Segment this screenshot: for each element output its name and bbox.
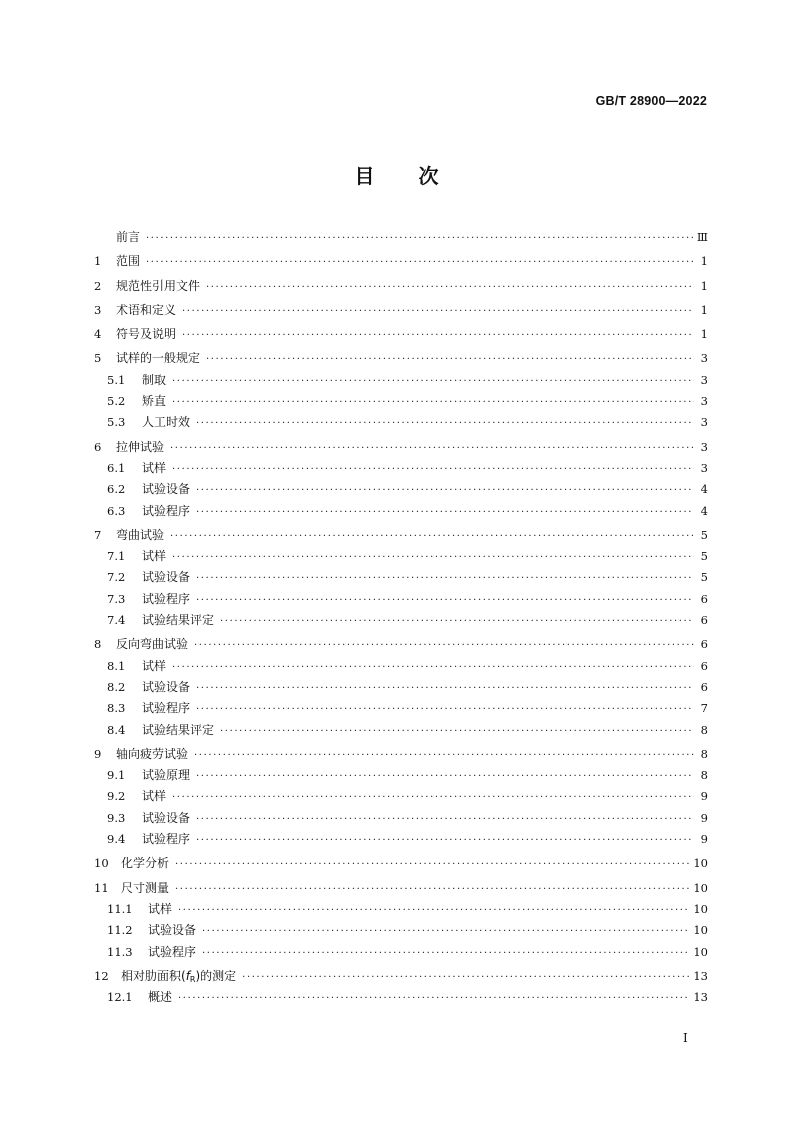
toc-leader-dots — [196, 590, 694, 611]
toc-entry-page: 10 — [693, 901, 708, 916]
toc-entry[interactable] — [94, 437, 708, 458]
toc-entry-title: 试验结果评定 — [142, 722, 215, 737]
toc-entry[interactable] — [94, 567, 708, 588]
toc-entry-page: 4 — [700, 503, 708, 518]
toc-entry[interactable] — [94, 878, 708, 899]
toc-entry-title: 试验程序 — [142, 832, 191, 847]
toc-entry-title: 尺寸测量 — [121, 880, 170, 895]
toc-entry[interactable] — [94, 276, 708, 297]
toc-entry-title: 轴向疲劳试验 — [116, 746, 189, 761]
toc-entry[interactable] — [94, 412, 708, 433]
toc-entry[interactable] — [94, 501, 708, 522]
toc-entry-page: 6 — [700, 637, 708, 652]
toc-entry-page: 8 — [700, 768, 708, 783]
toc-entry-title: 术语和定义 — [116, 302, 177, 317]
toc-entry[interactable] — [94, 391, 708, 412]
toc-entry-page: 3 — [700, 394, 708, 409]
toc-entry-page: 3 — [700, 460, 708, 475]
toc-entry-page: 3 — [700, 351, 708, 366]
toc-entry-page: 10 — [693, 856, 708, 871]
toc-entry-page: 5 — [700, 527, 708, 542]
toc-entry[interactable] — [94, 656, 708, 677]
toc-entry[interactable] — [94, 765, 708, 786]
toc-leader-dots — [182, 325, 694, 346]
toc-entry-number: 11.2 — [107, 923, 133, 938]
toc-leader-dots — [202, 943, 689, 964]
toc-entry-title: 前言 — [116, 230, 141, 244]
toc-entry-page: 13 — [693, 990, 708, 1005]
toc-leader-dots — [170, 526, 694, 547]
standard-number: GB/T 28900—2022 — [595, 94, 707, 108]
toc-entry-page: 8 — [700, 722, 708, 737]
toc-leader-dots — [220, 721, 694, 742]
toc-entry-page: 13 — [693, 968, 708, 983]
toc-leader-dots — [146, 228, 693, 249]
toc-entry-number: 2 — [94, 278, 102, 293]
toc-leader-dots — [220, 611, 694, 632]
table-of-contents — [94, 227, 708, 1008]
toc-leader-dots — [172, 371, 694, 392]
toc-entry-page: 10 — [693, 944, 708, 959]
toc-leader-dots — [175, 879, 689, 900]
toc-entry-title: 范围 — [116, 254, 141, 269]
toc-entry-number: 7.4 — [107, 613, 126, 628]
toc-leader-dots — [202, 921, 689, 942]
toc-entry-number: 6 — [94, 439, 102, 454]
toc-entry-number: 8 — [94, 637, 102, 652]
toc-leader-dots — [196, 480, 694, 501]
toc-entry-page: 6 — [700, 613, 708, 628]
toc-entry-number: 1 — [94, 254, 102, 269]
toc-entry[interactable] — [94, 786, 708, 807]
toc-entry-number: 5.3 — [107, 415, 126, 430]
toc-entry[interactable] — [94, 987, 708, 1008]
toc-entry-title: 试验设备 — [142, 482, 191, 497]
toc-entry[interactable] — [94, 808, 708, 829]
toc-leader-dots — [206, 277, 694, 298]
toc-entry-page: 1 — [700, 278, 708, 293]
toc-leader-dots — [172, 787, 694, 808]
toc-entry-number: 11.3 — [107, 944, 133, 959]
toc-entry-title: 人工时效 — [142, 415, 191, 430]
toc-entry-page: 10 — [693, 880, 708, 895]
toc-entry-title: 试验设备 — [142, 570, 191, 585]
toc-leader-dots — [242, 967, 689, 988]
toc-entry-title: 试验原理 — [142, 768, 191, 783]
toc-entry-title: 制取 — [142, 372, 167, 387]
toc-entry-number: 9.4 — [107, 832, 126, 847]
toc-entry-number: 12.1 — [107, 990, 133, 1005]
toc-entry-title: 概述 — [148, 990, 173, 1005]
toc-entry[interactable] — [94, 370, 708, 391]
toc-entry-title: 试验设备 — [142, 810, 191, 825]
toc-entry-page: 3 — [700, 439, 708, 454]
toc-leader-dots — [182, 301, 694, 322]
toc-leader-dots — [196, 502, 694, 523]
toc-entry-number: 7.2 — [107, 570, 126, 585]
toc-entry-title: 试验设备 — [142, 679, 191, 694]
toc-entry-page: 1 — [700, 254, 708, 269]
toc-entry[interactable] — [94, 720, 708, 741]
toc-entry-title: 拉伸试验 — [116, 439, 165, 454]
toc-entry-title-symbol: f — [185, 968, 190, 983]
toc-entry-page: Ⅲ — [696, 230, 708, 244]
toc-entry[interactable] — [94, 324, 708, 345]
toc-entry-title: 试验程序 — [148, 944, 197, 959]
toc-entry-page: 10 — [693, 923, 708, 938]
toc-leader-dots — [178, 988, 689, 1009]
toc-entry[interactable] — [94, 589, 708, 610]
toc-entry-page: 9 — [700, 810, 708, 825]
toc-entry-page: 9 — [700, 832, 708, 847]
toc-leader-dots — [194, 635, 694, 656]
toc-entry-number: 3 — [94, 302, 102, 317]
toc-entry-page: 1 — [700, 327, 708, 342]
toc-entry-number: 11 — [94, 880, 109, 895]
toc-entry-page: 6 — [700, 658, 708, 673]
toc-entry-number: 5.2 — [107, 394, 126, 409]
toc-entry-title: 试验程序 — [142, 701, 191, 716]
toc-leader-dots — [172, 392, 694, 413]
toc-entry[interactable] — [94, 920, 708, 941]
toc-entry[interactable] — [94, 348, 708, 369]
toc-entry-number: 4 — [94, 327, 102, 342]
toc-entry[interactable] — [94, 853, 708, 874]
toc-leader-dots — [172, 547, 694, 568]
toc-entry-number: 8.1 — [107, 658, 126, 673]
toc-leader-dots — [170, 438, 694, 459]
toc-entry-title-subscript: R — [189, 974, 196, 984]
toc-entry[interactable] — [94, 677, 708, 698]
toc-entry-number: 7.1 — [107, 549, 126, 564]
toc-entry-page: 5 — [700, 570, 708, 585]
toc-entry-number: 11.1 — [107, 901, 133, 916]
toc-entry-title: 试样 — [142, 460, 167, 475]
toc-leader-dots — [172, 459, 694, 480]
toc-leader-dots — [196, 678, 694, 699]
toc-leader-dots — [196, 699, 694, 720]
toc-entry[interactable] — [94, 942, 708, 963]
toc-entry-title: 试验程序 — [142, 503, 191, 518]
toc-leader-dots — [194, 745, 694, 766]
toc-entry-page: 5 — [700, 549, 708, 564]
toc-entry-number: 9.3 — [107, 810, 126, 825]
toc-entry-number: 8.3 — [107, 701, 126, 716]
toc-leader-dots — [206, 349, 694, 370]
toc-entry[interactable] — [94, 546, 708, 567]
toc-entry-title: 试样 — [142, 658, 167, 673]
toc-entry-number: 7 — [94, 527, 102, 542]
toc-entry-number: 8.4 — [107, 722, 126, 737]
toc-entry[interactable] — [94, 634, 708, 655]
toc-entry[interactable] — [94, 610, 708, 631]
toc-entry[interactable] — [94, 479, 708, 500]
toc-entry-number: 6.1 — [107, 460, 126, 475]
toc-entry-page: 9 — [700, 789, 708, 804]
toc-entry-title: 弯曲试验 — [116, 527, 165, 542]
toc-entry-title-part: 相对肋面积( — [121, 968, 186, 983]
toc-entry-title: 试样 — [142, 789, 167, 804]
toc-entry-page: 6 — [700, 679, 708, 694]
toc-entry-number: 5.1 — [107, 372, 126, 387]
toc-entry-title: 矫直 — [142, 394, 167, 409]
toc-leader-dots — [196, 830, 694, 851]
toc-entry-title: 反向弯曲试验 — [116, 637, 189, 652]
toc-leader-dots — [196, 766, 694, 787]
toc-entry-page: 6 — [700, 591, 708, 606]
toc-entry[interactable] — [94, 300, 708, 321]
toc-entry[interactable] — [94, 458, 708, 479]
toc-leader-dots — [196, 809, 694, 830]
toc-entry[interactable] — [94, 227, 708, 248]
toc-entry-title: 试验程序 — [142, 591, 191, 606]
toc-leader-dots — [146, 252, 694, 273]
toc-leader-dots — [196, 413, 694, 434]
toc-entry-title: 试样的一般规定 — [116, 351, 201, 366]
toc-entry-number: 9.1 — [107, 768, 126, 783]
toc-entry-number: 12 — [94, 968, 109, 983]
toc-entry[interactable] — [94, 525, 708, 546]
toc-leader-dots — [178, 900, 689, 921]
toc-entry-number: 9.2 — [107, 789, 126, 804]
toc-leader-dots — [196, 568, 694, 589]
toc-entry-number: 10 — [94, 856, 109, 871]
toc-entry-title: 规范性引用文件 — [116, 278, 201, 293]
toc-entry[interactable] — [94, 251, 708, 272]
toc-leader-dots — [175, 854, 689, 875]
toc-entry-page: 7 — [700, 701, 708, 716]
toc-entry-number: 5 — [94, 351, 102, 366]
toc-entry-page: 1 — [700, 302, 708, 317]
toc-entry[interactable] — [94, 966, 708, 987]
toc-entry-title: 试样 — [148, 901, 173, 916]
toc-entry-title-part: )的测定 — [195, 968, 237, 983]
toc-entry-number: 9 — [94, 746, 102, 761]
toc-entry[interactable] — [94, 899, 708, 920]
toc-entry[interactable] — [94, 698, 708, 719]
toc-entry-number: 6.3 — [107, 503, 126, 518]
toc-entry-page: 8 — [700, 746, 708, 761]
toc-entry[interactable] — [94, 744, 708, 765]
toc-entry-title: 化学分析 — [121, 856, 170, 871]
toc-entry-page: 3 — [700, 415, 708, 430]
page-title: 目次 — [354, 164, 483, 188]
toc-leader-dots — [172, 657, 694, 678]
toc-entry-number: 8.2 — [107, 679, 126, 694]
toc-entry-number: 6.2 — [107, 482, 126, 497]
toc-entry-page: 4 — [700, 482, 708, 497]
toc-entry[interactable] — [94, 829, 708, 850]
toc-entry-title: 试验结果评定 — [142, 613, 215, 628]
toc-entry-title: 试样 — [142, 549, 167, 564]
toc-entry-page: 3 — [700, 372, 708, 387]
toc-entry-title: 符号及说明 — [116, 327, 177, 342]
toc-entry-number: 7.3 — [107, 591, 126, 606]
toc-entry-title: 试验设备 — [148, 923, 197, 938]
page-number: I — [683, 1031, 688, 1045]
